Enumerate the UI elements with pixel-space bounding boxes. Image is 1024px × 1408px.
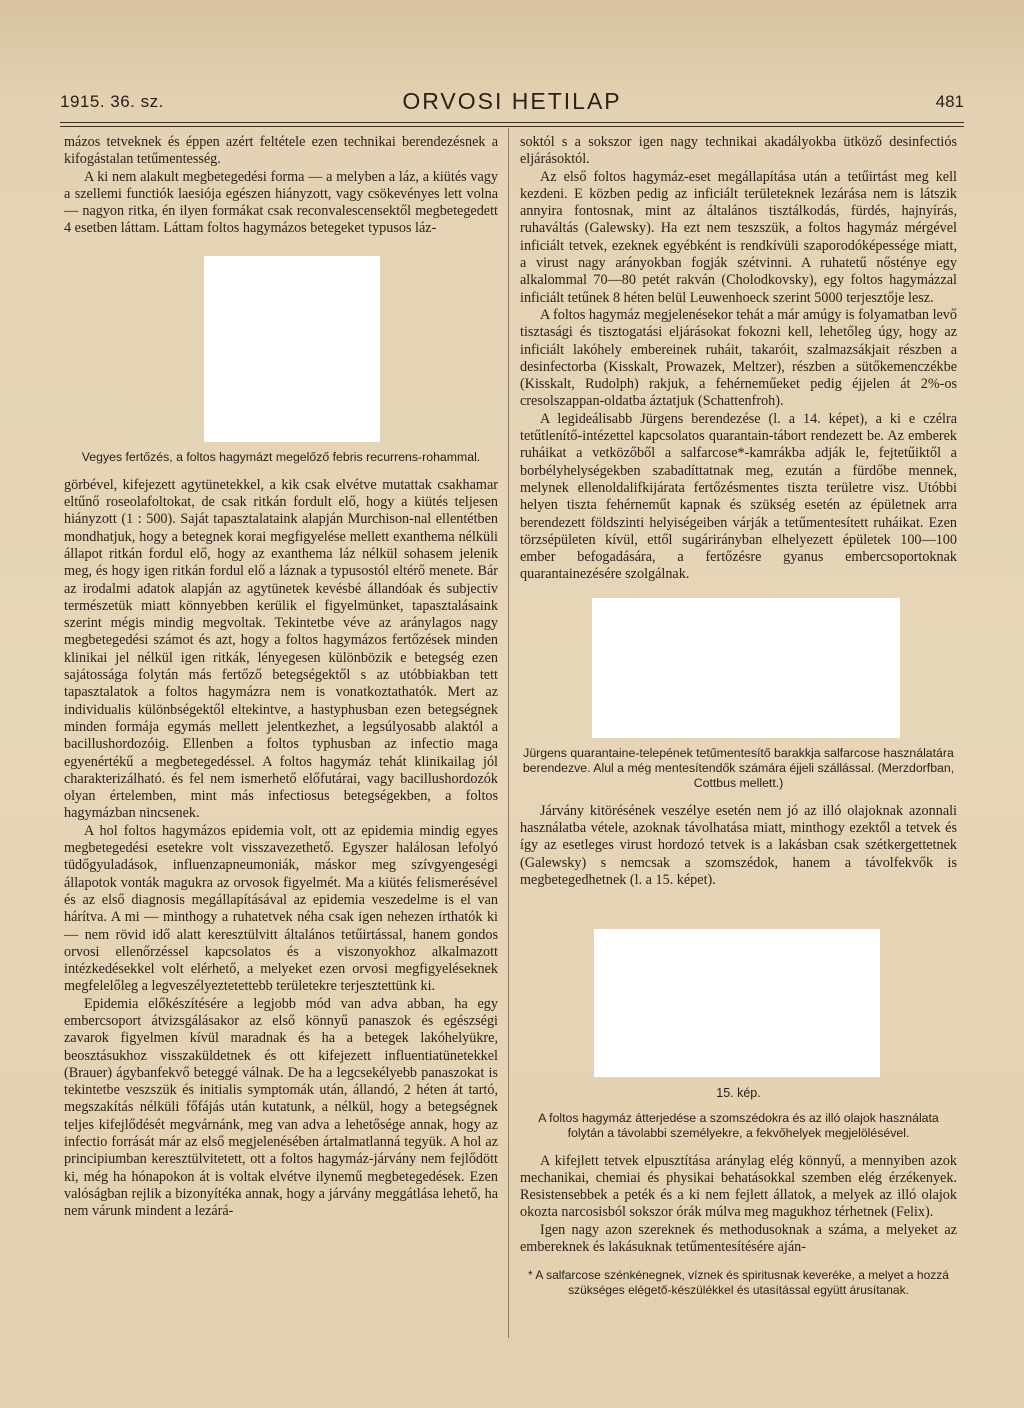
- figure-caption: Jürgens quarantaine-telepének tetűmentesítő barakkja salfarcose használatára berendezve. Alul a még mentesítendők számára éjjeli szállással. (Merzdorfban, Cottbus mellett.): [522, 745, 955, 790]
- right-column: [520, 134, 957, 1298]
- paragraph: Járvány kitörésének veszélye esetén nem jó az illó olajoknak azonnali használatba vétele, azoknak távolhatása miatt, minthogy ezektől a tetvek és így az esetleges virust hordozó tetvek is a lakásban csak szétkergettetnek (Galewsky) s nemcsak a szomszédok, hanem a távolfekvők is megbetegedhetnek (l. a 15. képet).: [520, 802, 957, 888]
- paragraph: Igen nagy azon szereknek és methodusoknak a száma, a melyeket az embereknek és lakásuknak tetűmentesítésére aján-: [520, 1221, 957, 1255]
- paragraph: mázos tetveknek és éppen azért feltétele ezen technikai berendezésnek a kifogástalan tetűmentesség.: [64, 134, 498, 168]
- issue-number: 1915. 36. sz.: [60, 92, 164, 111]
- paragraph: A foltos hagymáz megjelenésekor tehát a már amúgy is folyamatban levő tisztasági és tisztogatási eljárásokat fokozni kell, lehetőleg úgy, hogy az inficiált lakóhely embereinek ruháit, takaróit, szalmazsákjait részben a desinfectorba (Kisskalt, Prowazek, Meltzer), részben a sütőkemenczékbe (Kisskalt, Rudolph) rakjuk, a fehérneműeket pedig éjjelen át 2%-os cresolszappan-oldatba áztatjuk (Schattenfroh).: [520, 306, 957, 410]
- figure-number: 15. kép.: [716, 1086, 761, 1101]
- page-number: 481: [935, 92, 964, 111]
- page-header: [60, 88, 964, 118]
- column-divider: [508, 128, 509, 1338]
- footnote: * A salfarcose szénkénegnek, víznek és spiritusnak keveréke, a melyet a hozzá szükséges elégető-készülékkel és utasítással együtt árusítanak.: [528, 1268, 949, 1298]
- figure-caption: Vegyes fertőzés, a foltos hagymázt megelőző febris recurrens-rohammal.: [81, 449, 481, 464]
- paragraph: Epidemia előkészítésére a legjobb mód van adva abban, ha egy embercsoport átvizsgálásakor az első könnyű panaszok és egészségi zavarok figyelmen kívül maradnak és ha a betegek lakóhelyükre, beosztásukhoz visszaküldetnek és ott kifejezett influentiatünetekkel (Brauer) ágybanfekvő beteggé válnak. De ha a legcsekélyebb panaszokat is tekintetbe veszszük és initialis symptomák után, állandó, 2 héten át tartó, megszakítás nélküli főfájás után kutatunk, a nélkül, hogy a betegségnek teljes kifejlődését megvárnánk, meg van adva a lehetősége annak, hogy az infectio forrását már az első megjelenésében ártalmatlanná tegyük. A hol az principiumban keresztülvitetett, ott a foltos hagymáz-járvány nem fejlődött ki, még ha hónapokon át is voltak elvétve ilynemű megbetegedések. Ezen valóságban rejlik a bizonyítéka annak, hogy a járvány meggátlása lehető, ha nem várunk mindent a lezárá-: [64, 995, 498, 1220]
- paragraph: A ki nem alakult megbetegedési forma — a melyben a láz, a kiütés vagy a szellemi functiók laesiója egészen hiányzott, vagy csökevényes lett volna — nagyon ritka, én ilyen formákat csak reconvalescensektől megbetegedett 4 esetben láttam. Láttam foltos hagymázos betegeket typusos láz-: [64, 168, 498, 237]
- paragraph: soktól s a sokszor igen nagy technikai akadályokba ütköző desinfectiós eljárásoktól.: [520, 134, 957, 168]
- paragraph: A legideálisabb Jürgens berendezése (l. a 14. képet), a ki e czélra tetűtlenítő-intézettel kapcsolatos quarantain-tábort rendezett be. Az emberek ruháikat a vetközőből a salfarcose*-kamrákba adják le, fejtetűiktől a borbélyhelységekben szabadíttatnak meg, ezután a fürdőbe mennek, melynek ellenoldalifkijárata fertőzésmentes tiszta területre visz. Utóbbi helyen tiszta fehérneműt kapnak és szükség esetén az épületnek arra berendezett földszinti helyiségeiben várják a tetűmentesített ruháikat. Ezen törzsépületen kívül, ettől sugárirányban elhelyezett épületek 100—100 ember befogadására, a fertőzésre gyanus embercsoportoknak quarantainezésére szolgálnak.: [520, 410, 957, 583]
- journal-title: ORVOSI HETILAP: [402, 88, 622, 114]
- fever-chart-figure: [204, 256, 380, 442]
- barrack-photo-figure: [592, 598, 900, 738]
- spread-diagram-figure: [594, 929, 880, 1077]
- paragraph: A kifejlett tetvek elpusztítása aránylag elég könnyű, a mennyiben azok mechanikai, chemiai és physikai behatásokkal szemben elég érzékenyek. Resistensebbek a peték és a ki nem fejlett állatok, a melyek az illó olajok okozta narcosisból sokszor órák múlva meg magukhoz térhetnek (Felix).: [520, 1152, 957, 1221]
- paragraph: görbével, kifejezett agytünetekkel, a kik csak elvétve mutattak csakhamar eltűnő roseolafoltokat, de csak ritkán fordult elő, hogy a kiütés teljesen hiányzott (1 : 500). Saját tapasztalataink alapján Murchison-nal ellentétben mondhatjuk, hogy a betegnek korai megfigyelése mellett exanthema nélküli állapot ritkán fordul elő, hogy az exanthema láz nélkül sohasem jelenik meg, és hogy igen ritkán fordul elő a láznak a typusostól eltérő menete. Bár az irodalmi adatok alapján az agytünetek kevésbé állandóak és subjectiv természetük miatt könnyebben kerülik el figyelmünket, tapasztalásaink szerint mégis mindig megvoltak. Tekintetbe véve az aránylagos nagy megbetegedési számot és azt, hogy a foltos hagymázos fertőzések minden klinikai jel nélkül igen ritkák, lényegesen különbözik e betegség ezen sajátossága folytán más fertőző betegségektől s az utóbbiakban tett tapasztalatok a foltos hagymázra nem is vonatkoztathatók. Mert az individualis különbségektől eltekintve, a hastyphusban ezen betegségnek minden formája egymás mellett jelentkezhet, a legsúlyosabb alaktól a bacillushordozóig. Ellenben a foltos typhusban az infectio maga egyenértékű a megbetegedéssel. A foltos hagymáz tehát klinikailag jól charakterizálható. és fel nem ismerhető előfutárai, vagy bacillushordozók olyan értelemben, mint más infectiosus betegségekben, a foltos hagymázban nincsenek.: [64, 476, 498, 822]
- header-rule: [60, 122, 964, 127]
- figure-caption: A foltos hagymáz átterjedése a szomszédokra és az illó olajok használata folytán a távolabbi személyekre, a fekvőhelyek megjelölésével.: [538, 1110, 939, 1140]
- left-column: [64, 134, 498, 1221]
- paragraph: A hol foltos hagymázos epidemia volt, ott az epidemia mindig egyes megbetegedési esetekre volt visszavezethető. Egyszer halálosan lefolyó tüdőgyuladások, influenzapneumoniák, máskor meg szívgyengeségi állapotok vonták magukra az orvosok figyelmét. Ma a kiütés felismerésével és az első diagnosis megállapításával az epidemia veszedelme is el van hárítva. A mi — minthogy a ruhatetvek néha csak igen nehezen irthatók ki — nem rövid idő alatt keresztülvitt általános tetűirtással, hanem gondos orvosi ellenőrzéssel kapcsolatos és a viszonyokhoz alkalmazott intézkedésekkel volt elérhető, a melyeket ezen orvosi megfigyeléseknek megfelelőleg a legveszélyeztetettebb területekre terjesztettünk ki.: [64, 822, 498, 995]
- paragraph: Az első foltos hagymáz-eset megállapítása után a tetűirtást meg kell kezdeni. E közben pedig az inficiált területeknek lezárása nem is látszik annyira fontosnak, mint az általános tisztálkodás, fürdés, hajnyírás, ruhaváltás (Galewsky). Ha ezt nem teszszük, a foltos hagymáz mérgével inficiált tetvek, ezeknek egyébként is rendkívüli szaporodóképessége miatt, a virust nagy arányokban fogják szétvinni. A ruhatetű nősténye egy alkalommal 70—80 petét rakván (Cholodkovsky), egy foltos hagymázzal inficiált tetűnek 8 héten belül Leuwenhoeck szerint 5000 terjesztője lesz.: [520, 168, 957, 306]
